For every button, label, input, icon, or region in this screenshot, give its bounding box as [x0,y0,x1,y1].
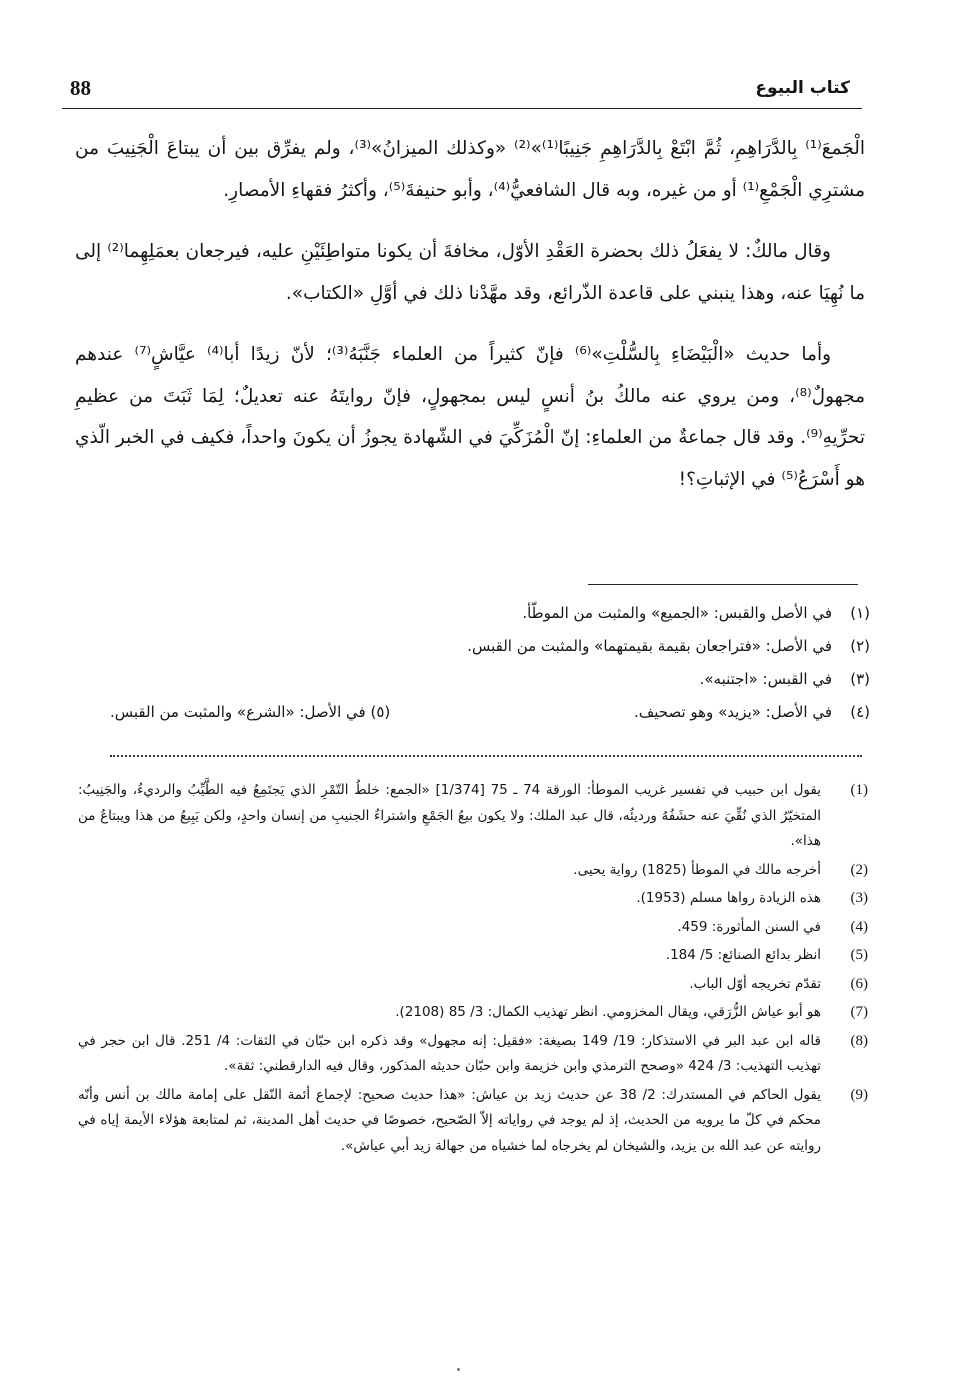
footnote-number: (٢) [850,637,870,655]
footnote-text: هو أبو عياش الزُّرَقي، ويقال المخزومي. انظر تهذيب الكمال: 3/ 85 (2108). [395,1004,821,1020]
footnote [110,631,870,664]
footnote [78,915,868,941]
footnote [78,943,868,969]
source-footnotes [78,778,868,1162]
dotted-separator [110,755,862,757]
footnote [110,697,870,730]
footnote-number: (3) [850,890,868,906]
footnote-number: (٤) [850,703,870,721]
page-header [62,72,862,112]
paragraph: وقال مالكٌ: لا يفعَلُ ذلك بحضرة العَقْدِ الأوّل، مخافةَ أن يكونا متواطِئَيْنِ عليه، فيرجعان بعمَلِهِما⁽²⁾ إلى ما نُهِيَا عنه، وهذا ينبني على قاعدة الذّرائع، وقد مهَّدْنا ذلك في أوَّلِ «الكتاب». [75,241,865,304]
footnote-number: (5) [850,947,868,963]
footnote-text: في الأصل: «فتراجعان بقيمة بقيمتهما» والمثبت من القبس. [467,637,832,655]
footnote-text: هذه الزيادة رواها مسلم (1953). [636,890,821,906]
footnote [78,886,868,912]
footnote-number: (١) [850,604,870,622]
footnote-text-inline: (٥) في الأصل: «الشرع» والمثبت من القبس. [110,703,391,721]
footnote-text: أخرجه مالك في الموطأ (1825) رواية يحيى. [573,861,821,878]
footnote-text: في القبس: «اجتنبه». [699,670,832,688]
paragraph: الْجَمعَ⁽¹⁾ بِالدَّرَاهِمِ، ثُمَّ ابْتَعْ بِالدَّرَاهِمِ جَنِيبًا⁽¹⁾»⁽²⁾ «وكذلك الميزانُ»⁽³⁾، ولم يفرِّق بين أن يبتاعَ الْجَنِيبَ من مشترِي الْجَمْعِ⁽¹⁾ أو من غيره، وبه قال الشافعيُّ⁽⁴⁾، وأبو حنيفةَ⁽⁵⁾، وأكثرُ فقهاءِ الأمصارِ. [75,138,866,201]
footnote-text: في السنن المأثورة: 459. [677,918,821,935]
footnote [110,598,870,631]
editor-footnotes [110,598,870,730]
footnote-text: قاله ابن عبد البر في الاستذكار: 19/ 149 بصيغة: «فقيل: إنه مجهول» وقد ذكره ابن حبّان في الثقات: 4/ 251. قال ابن حجر في تهذيب التهذيب: 3/ 424 «وصحح الترمذي وابن خزيمة وابن حبّان حديثه المذكور، وقال فيه الدارقطني: ثقة». [78,1032,821,1074]
footnote-number: (8) [850,1032,868,1049]
footnote [78,858,868,884]
footnote-number: (7) [850,1004,868,1020]
footnote [78,1029,868,1080]
book-title: كتاب البيوع [755,78,850,98]
footnote-text: تقدّم تخريجه أوّل الباب. [689,975,821,992]
footnote-number: (٣) [850,670,870,688]
header-rule [62,108,862,109]
footnote-text: يقول ابن حبيب في تفسير غريب الموطأ: الورقة 74 ـ 75 [1/374] «الجمع: خلطُ التّمْرِ الذي يَجتَمِعُ فيه الطَّيِّبُ والرديءُ، والجَنِيبُ: المتخيّرُ الذي نُقِّيَ عنه حشَفُهُ ورديئُه، قال عبد الملك: ولا يكون بيعُ الجَمْعِ واشتراءُ الجنيبِ من إنسان واحدٍ، ولكن يَبِيعُ من هذا ويبتاعُ من هذا». [78,782,821,849]
footnote [78,1000,868,1026]
footnote-text: في الأصل: «يزيد» وهو تصحيف. [633,703,832,721]
footnote [78,1083,868,1160]
footnote-number: (6) [850,975,868,992]
footnote-number: (4) [850,918,868,935]
footnote [78,778,868,855]
footnote-number: (1) [850,782,868,798]
scan-speck [457,1368,460,1371]
footnote-number: (2) [850,861,868,878]
paragraph: وأما حديث «الْبَيْضَاءِ بِالسُّلْتِ»⁽⁶⁾ فإنّ كثيراً من العلماء جَنَّبَهُ⁽³⁾؛ لأنّ زيدًا أبا⁽⁴⁾ عيَّاشٍ⁽⁷⁾ عندهم مجهولٌ⁽⁸⁾، ومن يروي عنه مالكُ بنُ أنسٍ ليس بمجهولٍ، فإنّ روايتَهُ عنه تعديلٌ؛ لِمَا ثَبَتَ من عظيمِ تحرِّيهِ⁽⁹⁾. وقد قال جماعةٌ من العلماءِ: إنّ الْمُزَكِّيَ في الشّهادة يجوزُ أن يكونَ واحداً، فكيف في الخبر الّذي هو أَسْرَعُ⁽⁵⁾ في الإثباتِ؟! [75,344,865,490]
footnote-text: في الأصل والقبس: «الجميع» والمثبت من الموطّأ. [522,604,832,622]
footnote-number: (9) [850,1086,868,1103]
page-number: 88 [70,76,91,100]
main-text [75,128,865,520]
footnote [110,664,870,697]
footnote-separator [588,584,858,585]
footnote-text: انظر بدائع الصنائع: 5/ 184. [665,947,821,963]
footnote-text: يقول الحاكم في المستدرك: 2/ 38 عن حديث زيد بن عياش: «هذا حديث صحيح: لإجماع أئمة النّقل على إمامة مالك بن أنس وأنّه محكم في كلّ ما يرويه من الحديث، إذ لم يوجد في رواياته إلاّ الصّحيح، خصوصًا في حديث أهل المدينة، ثم لمتابعة هؤلاء الأيمة إياه في روايته عن عبد الله بن يزيد، والشيخان لم يخرجاه لما خشياه من جهالة زيد أبي عياش». [78,1086,821,1154]
footnote [78,972,868,998]
